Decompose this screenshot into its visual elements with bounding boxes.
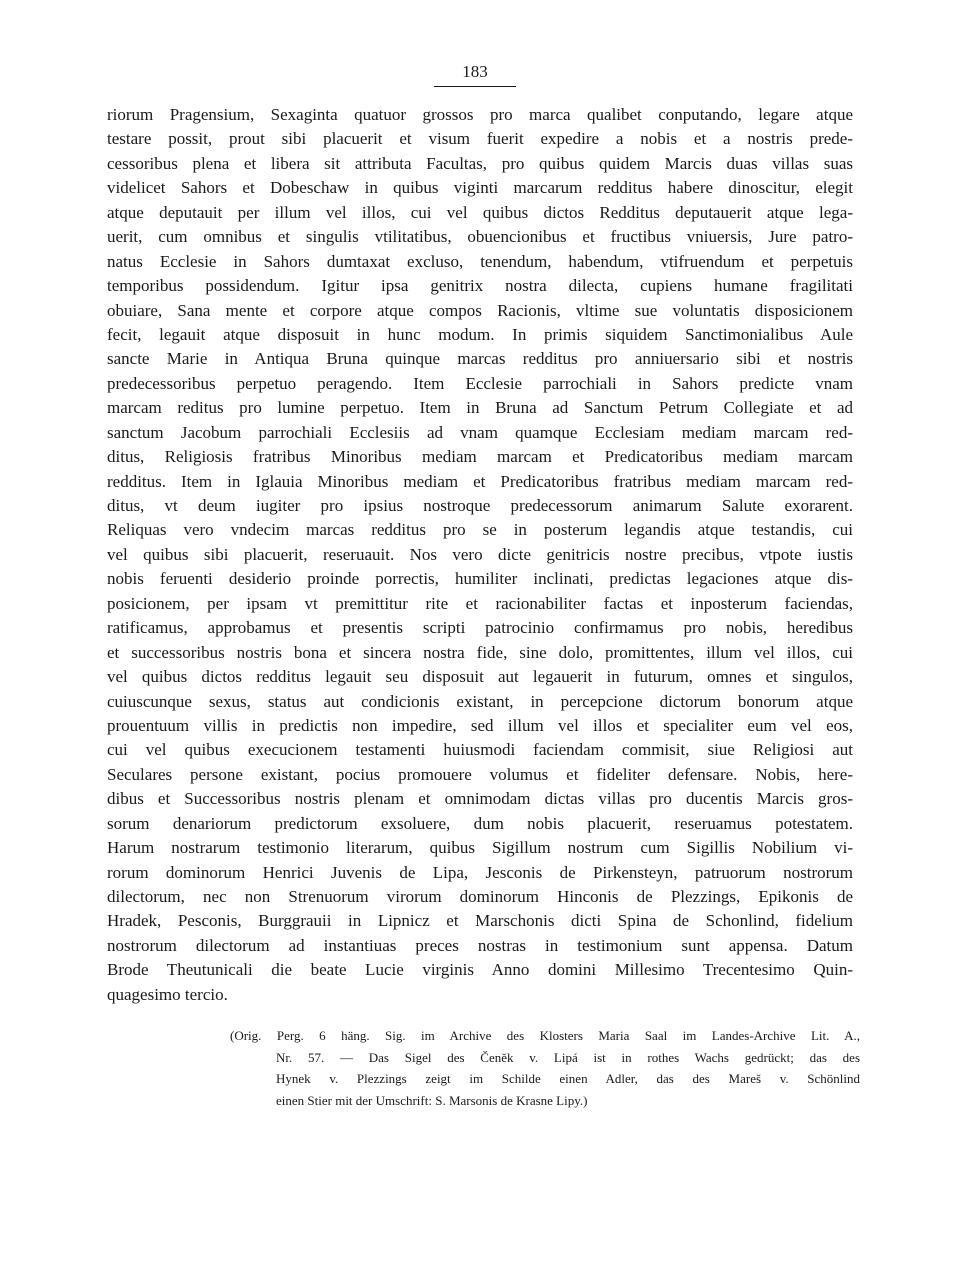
text-line: ratificamus, approbamus et presentis scripti patrocinio confirmamus pro nobis, heredibus [107,618,853,638]
text-line: videlicet Sahors et Dobeschaw in quibus viginti marcarum redditus habere dinoscitur, elegit [107,178,853,198]
text-line: predecessoribus perpetuo peragendo. Item Ecclesie parrochiali in Sahors predicte vnam [107,373,853,393]
footnote-line: Hynek v. Plezzings zeigt im Schilde einen Adler, das des Mareš v. Schönlind [276,1071,860,1086]
text-line: vel quibus sibi placuerit, reseruauit. Nos vero dicte genitricis nostre precibus, vtpote iustis [107,544,853,564]
text-line: prouentuum villis in predictis non impedire, sed illum vel illos et specialiter eum vel eos, [107,715,853,735]
text-line: Harum nostrarum testimonio literarum, quibus Sigillum nostrum cum Sigillis Nobilium vi- [107,838,853,858]
text-line: sanctum Jacobum parrochiali Ecclesiis ad vnam quamque Ecclesiam mediam marcam red- [107,422,853,442]
footnote [230,1025,860,1111]
text-line: natus Ecclesie in Sahors dumtaxat excluso, tenendum, habendum, vtifruendum et perpetuis [107,251,853,271]
text-line: Hradek, Pesconis, Burggrauii in Lipnicz et Marschonis dicti Spina de Schonlind, fidelium [107,911,853,931]
text-line: sancte Marie in Antiqua Bruna quinque marcas redditus pro anniuersario sibi et nostris [107,349,853,369]
text-line-last: quagesimo tercio. [107,984,228,1004]
text-line: dibus et Successoribus nostris plenam et omnimodam dictas villas pro ducentis Marcis gros- [107,789,853,809]
footnote-line: Nr. 57. — Das Sigel des Čeněk v. Lipá ist in rothes Wachs gedrückt; das des [276,1049,860,1065]
text-line: nostrorum dilectorum ad instantiuas preces nostras in testimonium sunt appensa. Datum [107,935,853,955]
text-line: fecit, legauit atque disposuit in hunc modum. In primis siquidem Sanctimonialibus Aule [107,324,853,344]
text-line: redditus. Item in Iglauia Minoribus mediam et Predicatoribus fratribus mediam marcam red- [107,471,853,491]
text-line: ditus, vt deum iugiter pro ipsius nostroque predecessorum animarum Salute exorarent. [107,496,853,515]
text-line: cui vel quibus execucionem testamenti huiusmodi faciendam commisit, siue Religiosi aut [107,740,853,760]
text-line: rorum dominorum Henrici Juvenis de Lipa, Jesconis de Pirkensteyn, patruorum nostrorum [107,862,853,882]
text-line: et successoribus nostris bona et sincera nostra fide, sine dolo, promittentes, illum vel illos, cui [107,642,853,662]
text-line: Brode Theutunicali die beate Lucie virginis Anno domini Millesimo Trecentesimo Quin- [107,960,853,980]
page-number: 183 [462,62,488,81]
text-line: atque deputauit per illum vel illos, cui vel quibus dictos Redditus deputauerit atque lega- [107,202,853,222]
footnote-line-last: einen Stier mit der Umschrift: S. Marsonis de Krasne Lipy.) [276,1092,588,1108]
page-number-rule [434,86,516,87]
text-line: cessoribus plena et libera sit attributa Facultas, pro quibus quidem Marcis duas villas suas [107,153,853,173]
text-line: nobis feruenti desiderio proinde porrectis, humiliter inclinati, predictas legaciones atque dis- [107,569,853,589]
text-line: Reliquas vero vndecim marcas redditus pro se in posterum legandis atque testandis, cui [107,520,853,540]
text-line: marcam reditus pro lumine perpetuo. Item in Bruna ad Sanctum Petrum Collegiate et ad [107,398,853,418]
text-line: temporibus possidendum. Igitur ipsa genitrix nostra dilecta, cupiens humane fragilitati [107,276,853,296]
text-line: sorum denariorum predictorum exsoluere, dum nobis placuerit, reseruamus potestatem. [107,813,853,833]
main-text [107,103,853,1007]
text-line: posicionem, per ipsam vt premittitur rite et racionabiliter factas et inposterum faciendas, [107,593,853,613]
footnote-line: (Orig. Perg. 6 häng. Sig. im Archive des Klosters Maria Saal im Landes-Archive Lit. A., [230,1028,860,1043]
text-line: testare possit, prout sibi placuerit et visum fuerit expedire a nobis et a nostris prede- [107,129,853,149]
text-line: Seculares persone existant, pocius promouere volumus et fideliter defensare. Nobis, here- [107,764,853,784]
text-line: cuiuscunque sexus, status aut condicionis existant, in percepcione dictorum bonorum atque [107,691,853,711]
text-line: riorum Pragensium, Sexaginta quatuor grossos pro marca qualibet conputando, legare atque [107,105,853,124]
text-line: dilectorum, nec non Strenuorum virorum dominorum Hinconis de Plezzings, Epikonis de [107,887,853,906]
text-line: vel quibus dictos redditus legauit seu disposuit aut legauerit in futurum, omnes et singulos, [107,667,853,687]
text-line: uerit, cum omnibus et singulis vtilitatibus, obuencionibus et fructibus vniuersis, Jure patro- [107,227,853,247]
text-line: ditus, Religiosis fratribus Minoribus mediam marcam et Predicatoribus mediam marcam [107,447,853,467]
text-line: obuiare, Sana mente et corpore atque compos Racionis, vltime sue voluntatis disposicionem [107,300,853,320]
